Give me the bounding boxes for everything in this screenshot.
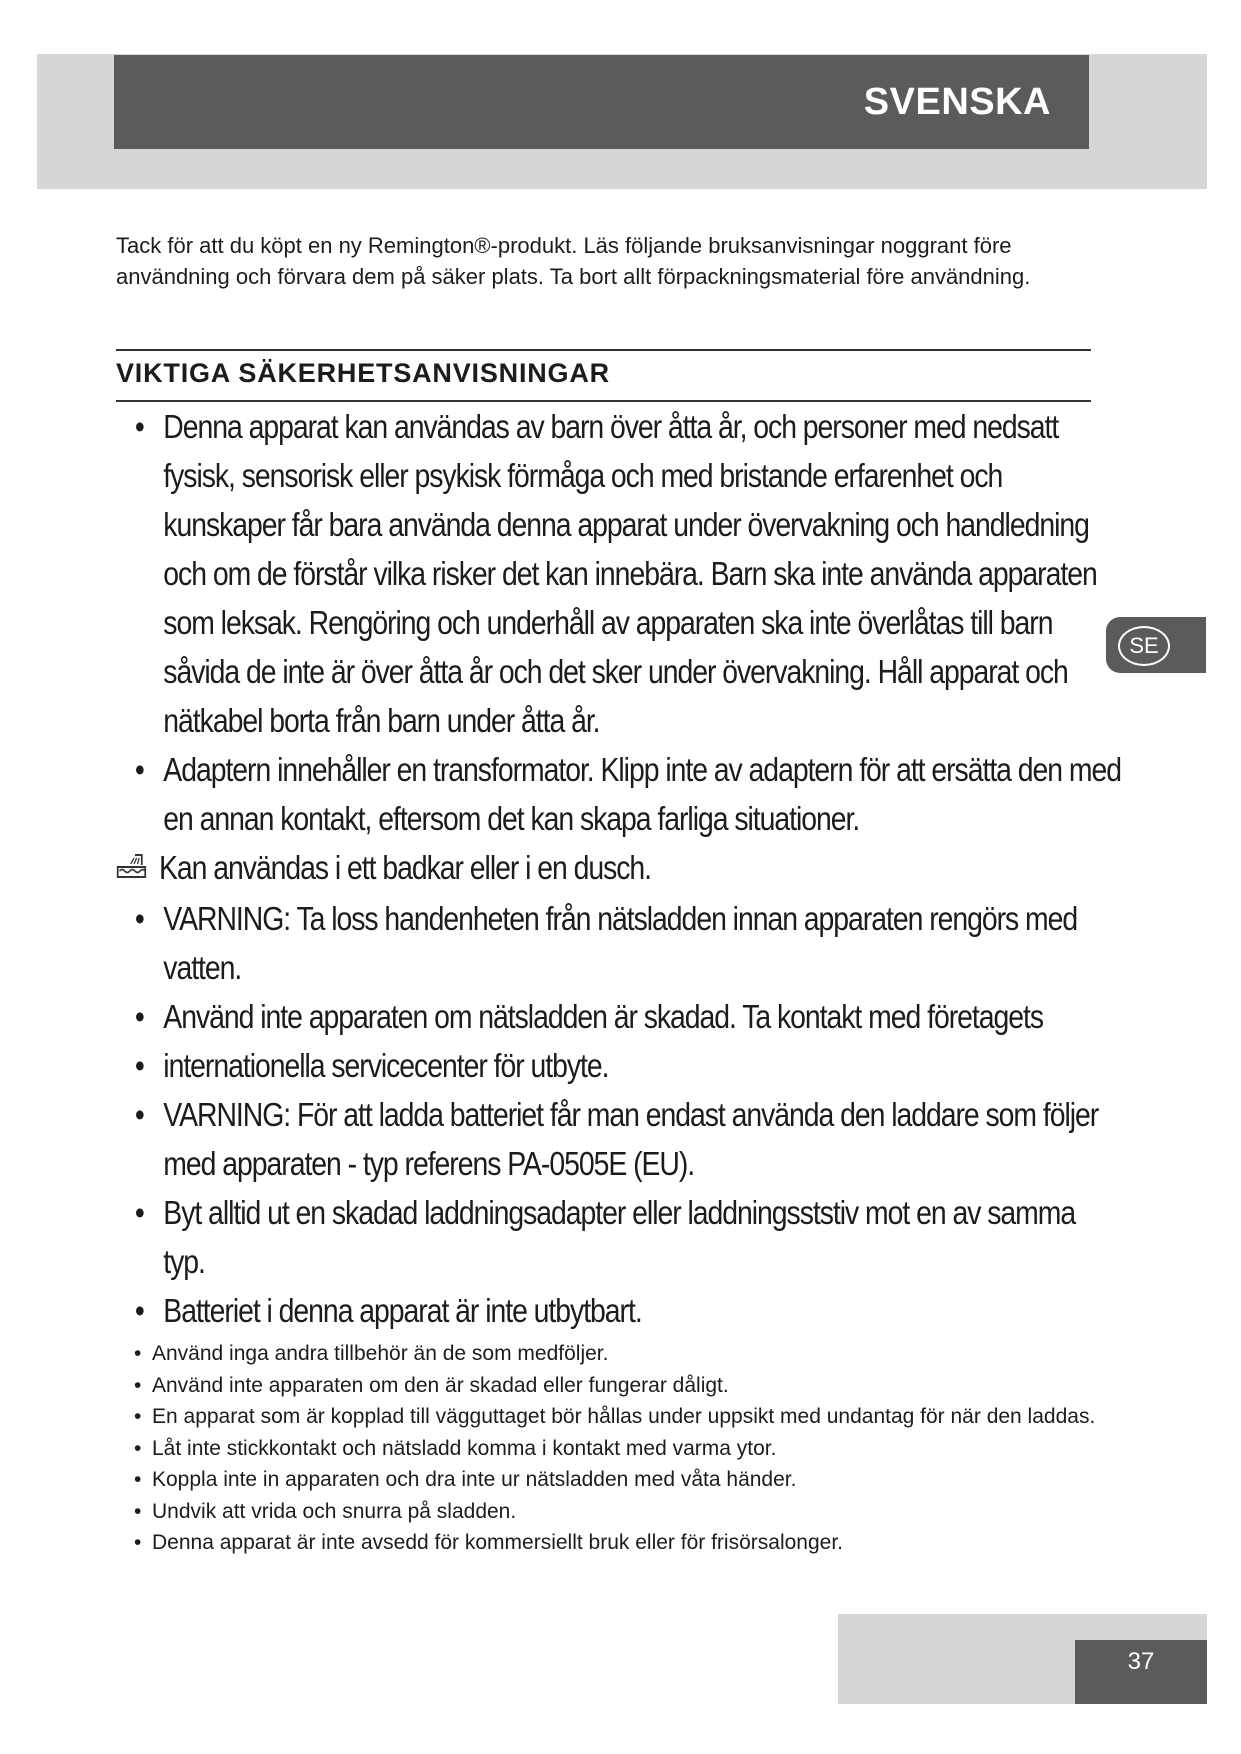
list-item-text: Använd inga andra tillbehör än de som medföljer. — [152, 1342, 609, 1365]
page-number-box — [1075, 1640, 1207, 1704]
bullet: • — [134, 408, 144, 445]
list-item — [116, 1464, 1096, 1496]
bath-shower-icon — [116, 845, 159, 894]
list-item-text: Batteriet i denna apparat är inte utbytbart. — [163, 1292, 642, 1329]
intro-paragraph: Tack för att du köpt en ny Remington®-produkt. Läs följande bruksanvisningar noggrant före användning och förvara dem på säker plats. Ta bort allt förpackningsmaterial före användning. — [116, 233, 1031, 289]
bullet: • — [134, 1468, 142, 1491]
section-title: VIKTIGA SÄKERHETSANVISNINGAR — [116, 358, 610, 388]
list-item — [116, 1090, 1122, 1188]
bullet: • — [134, 1436, 142, 1460]
bullet: • — [134, 1373, 142, 1397]
list-item — [116, 1433, 1096, 1465]
bullet: • — [134, 998, 144, 1035]
list-item-text: Använd inte apparaten om den är skadad eller fungerar dåligt. — [152, 1373, 729, 1397]
list-item-text: Kan användas i ett badkar eller i en dusch. — [159, 849, 652, 886]
language-badge: SE — [1118, 626, 1170, 666]
list-item-text: Denna apparat är inte avsedd för kommersiellt bruk eller för frisörsalonger. — [152, 1531, 843, 1554]
list-item — [116, 1370, 1096, 1402]
list-item — [116, 1041, 1122, 1090]
list-item-text: Koppla inte in apparaten och dra inte ur nätsladden med våta händer. — [152, 1468, 797, 1491]
list-item-text: VARNING: Ta loss handenheten från nätsladden innan apparaten rengörs med vatten. — [163, 900, 1078, 986]
safety-list-large — [116, 402, 1121, 1335]
page-title: SVENSKA — [863, 81, 1051, 123]
section-rule-top — [116, 349, 1091, 351]
list-item — [116, 1188, 1122, 1286]
bullet: • — [134, 1405, 142, 1428]
list-item-text: Denna apparat kan användas av barn över åtta år, och personer med nedsatt fysisk, sensorisk eller psykisk förmåga och med bristande erfarenhet och kunskaper får bara använda denna apparat under övervakning och handledning och om de förstår vilka risker det kan innebära. Barn ska inte använda apparaten som leksak. Rengöring och underhåll av apparaten ska inte överlåtas till barn såvida de inte är över åtta år och det sker under övervakning. Håll apparat och nätkabel borta från barn under åtta år. — [163, 408, 1097, 739]
list-item-text: internationella servicecenter för utbyte. — [163, 1047, 609, 1084]
list-item-text: Adaptern innehåller en transformator. Klipp inte av adaptern för att ersätta den med en annan kontakt, eftersom det kan skapa farliga situationer. — [163, 751, 1121, 837]
list-item-text: VARNING: För att ladda batteriet får man endast använda den laddare som följer med apparaten - typ referens PA-0505E (EU). — [163, 1096, 1099, 1182]
list-item-text: En apparat som är kopplad till vägguttaget bör hållas under uppsikt med undantag för när den laddas. — [152, 1405, 1096, 1428]
list-item — [116, 745, 1122, 843]
list-item-text: Använd inte apparaten om nätsladden är skadad. Ta kontakt med företagets — [163, 998, 1043, 1035]
bullet: • — [134, 1342, 142, 1365]
list-item — [116, 894, 1122, 992]
bullet: • — [134, 900, 144, 937]
page-number: 37 — [1127, 1648, 1155, 1675]
list-item-bath — [116, 843, 1122, 894]
list-item — [116, 1401, 1096, 1433]
bullet: • — [134, 1047, 144, 1084]
header-bar — [114, 55, 1089, 149]
safety-list-small — [116, 1338, 1096, 1559]
bullet: • — [134, 1292, 144, 1329]
list-item — [116, 1496, 1096, 1528]
list-item — [116, 1286, 1122, 1335]
list-item — [116, 1527, 1096, 1559]
bullet: • — [134, 1096, 144, 1133]
list-item — [116, 402, 1122, 745]
bullet: • — [134, 1531, 142, 1554]
bullet: • — [134, 751, 144, 788]
list-item — [116, 992, 1122, 1041]
list-item-text: Undvik att vrida och snurra på sladden. — [152, 1499, 517, 1523]
list-item-text: Låt inte stickkontakt och nätsladd komma i kontakt med varma ytor. — [152, 1436, 777, 1460]
list-item-text: Byt alltid ut en skadad laddningsadapter eller laddningsststiv mot en av samma typ. — [163, 1194, 1076, 1280]
bullet: • — [134, 1194, 144, 1231]
language-tab[interactable] — [1106, 617, 1206, 673]
bullet: • — [134, 1499, 142, 1523]
list-item — [116, 1338, 1096, 1370]
